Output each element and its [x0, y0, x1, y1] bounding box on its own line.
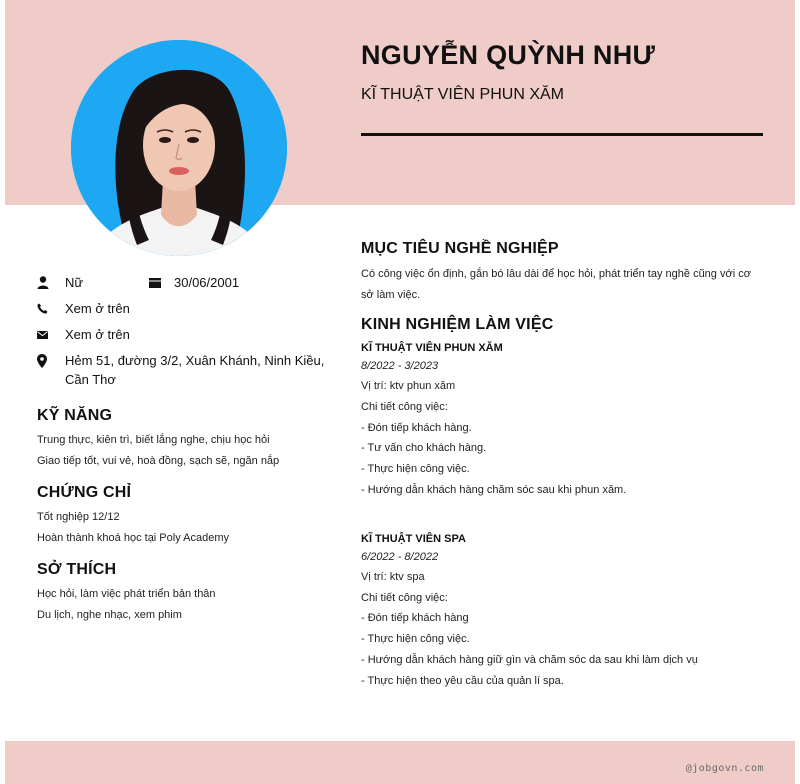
email-text: Xem ở trên	[65, 327, 130, 342]
profile-photo	[71, 40, 287, 256]
job-detail: - Đón tiếp khách hàng	[361, 612, 469, 625]
job-detail: - Hướng dẫn khách hàng giữ gìn và chăm sóc da sau khi làm dịch vụ	[361, 653, 698, 666]
phone-row	[37, 299, 327, 318]
skill-item: Giao tiếp tốt, vui vẻ, hoà đồng, sạch sẽ, ngăn nắp	[37, 455, 280, 467]
job-entry	[361, 340, 766, 501]
hobby-item: Học hỏi, làm việc phát triển bản thân	[37, 588, 216, 600]
objective-heading: MỤC TIÊU NGHỀ NGHIỆP	[361, 240, 559, 257]
job-detail: Chi tiết công việc:	[361, 591, 448, 604]
job-detail: - Thực hiện công việc.	[361, 633, 470, 646]
footer-band	[5, 741, 795, 784]
email-row	[37, 325, 327, 344]
mail-icon	[37, 325, 65, 344]
job-title: KĨ THUẬT VIÊN SPA	[361, 532, 466, 545]
location-icon	[37, 351, 65, 370]
certificate-item: Hoàn thành khoá học tại Poly Academy	[37, 532, 230, 544]
job-entry	[361, 531, 766, 692]
certificate-item: Tốt nghiệp 12/12	[37, 511, 120, 523]
experience-heading: KINH NGHIỆM LÀM VIỆC	[361, 316, 554, 333]
user-icon	[37, 273, 65, 292]
hobbies-section	[37, 561, 327, 626]
job-detail: Chi tiết công việc:	[361, 400, 448, 413]
address-text: Hẻm 51, đường 3/2, Xuân Khánh, Ninh Kiều, Cần Thơ	[65, 353, 325, 387]
gender-birthday-row	[37, 273, 327, 292]
certificates-heading: CHỨNG CHỈ	[37, 484, 132, 501]
certificates-section	[37, 484, 327, 549]
phone-icon	[37, 299, 65, 318]
job-detail: Vị trí: ktv phun xăm	[361, 380, 456, 392]
title-divider	[361, 133, 763, 136]
hobby-item: Du lịch, nghe nhạc, xem phim	[37, 609, 182, 621]
objective-text: Có công việc ổn định, gắn bó lâu dài để học hỏi, phát triển tay nghề cũng với cơ sở làm việc.	[361, 268, 751, 301]
right-column	[361, 240, 766, 692]
birthday-text: 30/06/2001	[174, 275, 240, 290]
hobbies-heading: SỞ THÍCH	[37, 561, 117, 578]
job-detail: - Đón tiếp khách hàng.	[361, 421, 472, 434]
job-detail: Vị trí: ktv spa	[361, 570, 425, 583]
job-detail: - Thực hiện công việc.	[361, 463, 470, 476]
phone-text: Xem ở trên	[65, 301, 130, 316]
calendar-icon	[149, 273, 174, 292]
contact-info	[37, 273, 327, 396]
job-title: KĨ THUẬT VIÊN PHUN XĂM	[361, 342, 503, 354]
job-detail: - Hướng dẫn khách hàng chăm sóc sau khi phun xăm.	[361, 483, 627, 496]
skill-item: Trung thực, kiên trì, biết lắng nghe, chịu học hỏi	[37, 434, 270, 446]
skills-section	[37, 407, 327, 472]
candidate-role: KĨ THUẬT VIÊN PHUN XĂM	[361, 86, 564, 103]
candidate-name: NGUYỄN QUỲNH NHƯ	[361, 40, 656, 70]
skills-heading: KỸ NĂNG	[37, 407, 113, 424]
job-date: 6/2022 - 8/2022	[361, 550, 439, 563]
footer-watermark: @jobgovn.com	[685, 763, 764, 774]
job-date: 8/2022 - 3/2023	[361, 360, 439, 372]
job-detail: - Thực hiện theo yêu cầu của quản lí spa.	[361, 674, 564, 687]
address-row	[37, 351, 327, 389]
gender-text: Nữ	[65, 275, 84, 290]
left-sections	[37, 407, 327, 638]
job-detail: - Tư vấn cho khách hàng.	[361, 442, 487, 455]
